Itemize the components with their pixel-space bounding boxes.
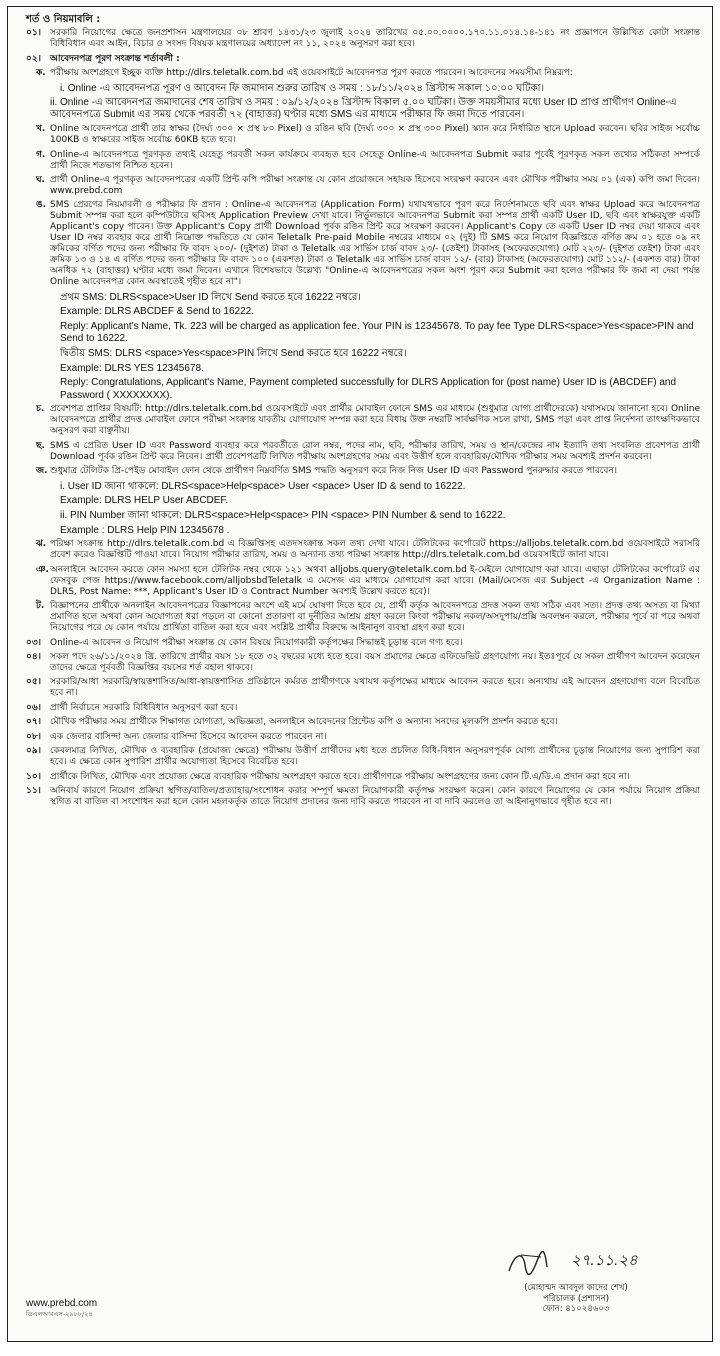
- sms-instruction-line: Example: DLRS ABCDEF & Send to 16222.: [60, 306, 254, 318]
- signatory-phone: ফোন: ৪১০২৪৬০৩: [542, 1304, 610, 1315]
- sub-item-text: Online আবেদনপত্রে প্রার্থী তার স্বাক্ষর (দৈর্ঘ্য ৩০০ × প্রস্থ ৮০ Pixel) ও রঙিন ছবি (দৈর্ঘ্য ৩০০ × প্রস্থ ৩০০ Pixel) স্ক্যান করে নির্ধারিত স্থানে Upload করবেন। ছবির সাইজ সর্বোচ্চ 100KB ও স্বাক্ষরের সাইজ সর্বোচ্চ 60KB হতে হবে।: [50, 124, 700, 146]
- sub-item-letter: খ.: [36, 124, 46, 135]
- application-start-time: i. Online -এ আবেদনপত্র পূরণ ও আবেদন ফি জমাদান শুরুর তারিখ ও সময় : ১৮/১১/২০২৪ খ্রিস্টাব্দ সকাল ১০:০০ ঘটিকা।: [60, 82, 545, 94]
- sms-instruction-line: প্রথম SMS: DLRS<space>User ID লিখে Send করতে হবে 16222 নম্বরে।: [60, 291, 361, 303]
- sub-item-text: SMS এ প্রেরিত User ID এবং Password ব্যবহার করে পরবর্তীতে রোল নম্বর, পদের নাম, ছবি, পরীক্ষার তারিখ, সময় ও স্থান/কেন্দ্রের নাম ইত্যাদি তথ্য সংবলিত প্রবেশপত্র প্রার্থী Download পূর্বক রঙিন প্রিন্ট করে নিবেন। প্রার্থী প্রবেশপত্রটি লিখিত পরীক্ষায় অংশগ্রহণের সময় এবং উত্তীর্ণ হলে ব্যবহারিক/মৌখিক পরীক্ষার সময় অবশ্যই প্রদর্শন করবেন।: [50, 440, 700, 462]
- sub-item: [26, 404, 700, 437]
- item-text: সকল পদে ২৬/১১/২০২৪ খ্রি. তারিখে প্রার্থীর বয়স ১৮ হতে ৩২ বছরের মধ্যে হতে হবে। বয়স প্রমাণের ক্ষেত্রে এফিডেভিট গ্রহণযোগ্য নয়। ইতঃপূর্বে যে সকল প্রার্থীগণ আবেদন করেছেন তাদের ক্ষেত্রে পূর্ববর্তী বিজ্ঞপ্তির বয়সের শর্ত বহাল থাকবে।: [50, 651, 700, 673]
- sub-item: [26, 601, 700, 634]
- notice-page: [7, 6, 713, 1342]
- sub-item-letter: ঙ.: [36, 200, 47, 211]
- sms-instruction-line: Example: DLRS YES 12345678.: [60, 362, 204, 374]
- item-text: আবেদনপত্র পূরণ সংক্রান্ত শর্তাবলী :: [50, 53, 180, 64]
- item-text: প্রার্থী নির্বাচনে সরকারি বিধিবিধান অনুসরণ করা হবে।: [50, 702, 238, 713]
- sub-item: [26, 150, 700, 172]
- item-text: সরকারি/আধা সরকারি/স্বায়ত্তশাসিত/আধা-স্বায়ত্তশাসিত প্রতিষ্ঠানে কর্মরত প্রার্থীগণকে যথাযথ কর্তৃপক্ষের মাধ্যমে আবেদন করতে হবে। অন্যথায় এই আবেদন গ্রহণযোগ্য বলে বিবেচিত হবে না।: [50, 677, 700, 699]
- item-text: প্রার্থীকে লিখিত, মৌখিক এবং প্রযোজ্য ক্ষেত্রে ব্যবহারিক পরীক্ষায় অংশগ্রহণ করতে হবে। প্রার্থীগণকে পরীক্ষায় অংশগ্রহণের জন্য কোন টি.এ/ডি.এ প্রদান করা হবে না।: [50, 771, 630, 782]
- sub-item-letter: চ.: [36, 404, 45, 415]
- sub-item-letter: ট.: [36, 601, 45, 612]
- sub-item-letter: জ.: [36, 466, 48, 477]
- sub-item-letter: ঘ.: [36, 175, 45, 185]
- sub-item-text: SMS প্রেরণের নিয়মাবলী ও পরীক্ষার ফি প্রদান : Online-এ আবেদনপত্র (Application Form) যথাযথভাবে পূরণ করে নির্দেশনামতে ছবি এবং স্বাক্ষর Upload করে আবেদনপত্র Submit সম্পন্ন করা হলে কম্পিউটারে ছবিসহ Application Preview দেখা যাবে। নির্ভুলভাবে আবেদনপত্র Submit করা সম্পন্ন প্রার্থী একটি User ID, ছবি এবং স্বাক্ষরযুক্ত একটি Applicant's copy পাবেন। উক্ত Applicant's Copy প্রার্থী Download পূর্বক রঙিন প্রিন্ট করে সংরক্ষণ করবেন। Applicant's Copy তে একটি User ID নম্বর দেয়া থাকবে এবং User ID নম্বর ব্যবহার করে প্রার্থী নিম্নোক্ত পদ্ধতিতে যে কোন Teletalk Pre-paid Mobile নম্বরের মাধ্যমে ০২ (দুই) টি SMS করে নিয়োগ বিজ্ঞপ্তিতে বর্ণিত ক্রম ০১ হতে ০৯ নং ক্রমিকের বর্ণিত পদের জন্য পরীক্ষার ফি বাবদ ২০০/- (দুইশত) টাকা ও Teletalk এর সার্ভিস চার্জ বাবদ ২৩/- (তেইশ) টাকাসহ (অফেরতযোগ্য) মোট ২২৩/- (দুইশত তেইশ) টাকা এবং ক্রমিক ১৩ ও ১৪ এ বর্ণিত পদের জন্য পরীক্ষার ফি বাবদ ১০০ (একশত) টাকা ও Teletalk এর সার্ভিস চার্জ বাবদ ১২/- (বার) টাকাসহ (অফেরতযোগ্য) মোট ১১২/- (একশত বার) টাকা অনধিক ৭২ (বাহাত্তর) ঘণ্টার মধ্যে জমা দিবেন। এখানে বিশেষভাবে উল্লেখ্য "Online-এ আবেদনপত্রের সকল অংশ পূরণ করে Submit করা হলেও পরীক্ষার ফি জমা না দেয়া পর্যন্ত Online আবেদনপত্র কোন অবস্থাতেই গৃহীত হবে না"।: [50, 200, 700, 288]
- terms-item: [26, 786, 700, 808]
- sub-item: [26, 124, 700, 146]
- sub-item-text: প্রবেশপত্র প্রাপ্তির বিষয়টি: http://dlrs.teletalk.com.bd ওয়েবসাইটে এবং প্রার্থীর মোবাইল ফোনে SMS এর মাধ্যমে (শুধুমাত্র যোগ্য প্রার্থীদেরকে) যথাসময়ে জানানো হবে। Online আবেদনপত্রে প্রার্থীর প্রদত্ত মোবাইল ফোনে পরীক্ষা সংক্রান্ত যাবতীয় যোগাযোগ সম্পন্ন করা হবে বিধায় উক্ত নম্বরটি সার্বক্ষণিক সচল রাখা, SMS পড়া এবং প্রাপ্ত নির্দেশনা তাৎক্ষণিকভাবে অনুসরণ করা বাঞ্ছনীয়।: [50, 404, 700, 437]
- item-text: সরকারি নিয়োগের ক্ষেত্রে জনপ্রশাসন মন্ত্রণালয়ের ০৮ শ্রাবণ ১৪৩১/২৩ জুলাই ২০২৪ তারিখের ০৫.০০.০০০০.১৭০.১১.০১৪.১৪-১৪১ নং প্রজ্ঞাপনে উল্লিখিত কোটা সংক্রান্ত বিধিবিধান এবং আইন, বিচার ও সংসদ বিষয়ক মন্ত্রণালয়ের অধ্যাদেশ নং ১১, ২০২৪ অনুসরণ করা হবে।: [50, 28, 700, 50]
- item-text: কেবলমাত্র লিখিত, মৌখিক ও ব্যবহারিক (প্রযোজ্য ক্ষেত্রে) পরীক্ষায় উত্তীর্ণ প্রার্থীদের মধ্য হতে প্রচলিত বিধি-বিধান অনুসরণপূর্বক যোগ্য প্রার্থীদের চূড়ান্ত নিয়োগের জন্য সুপারিশ করা হবে। এ ক্ষেত্রে কোন সুপারিশ প্রার্থীর অযোগ্যতা হিসেবে বিবেচিত হবে।: [50, 746, 700, 768]
- signatory-name: (মোহাম্মদ আবদুল কাদের শেখ): [524, 1283, 628, 1293]
- signature-block: [476, 1247, 676, 1315]
- sub-item-text: শুধুমাত্র টেলিটক প্রি-পেইড মোবাইল ফোন থেকে প্রার্থীগণ নিম্নবর্ণিত SMS পদ্ধতি অনুসরণ করে নিজ নিজ User ID এবং Password পুনরুদ্ধার করতে পারবেন।: [50, 466, 618, 477]
- sub-item: [26, 68, 700, 79]
- footer-website: www.prebd.com: [26, 1298, 98, 1309]
- sub-item-text: প্রার্থী Online-এ পূরণকৃত আবেদনপত্রের একটি প্রিন্ট কপি পরীক্ষা সংক্রান্ত যে কোন প্রয়োজনে সহায়ক হিসেবে সংরক্ষণ করবেন এবং মৌখিক পরীক্ষার সময় ০১ (এক) কপি জমা দিবেন। www.prebd.com: [50, 175, 700, 196]
- item-number: ০১।: [26, 28, 41, 39]
- sub-item-text: পরীক্ষায় অংশগ্রহণে ইচ্ছুক ব্যক্তি http://dlrs.teletalk.com.bd এই ওয়েবসাইটে আবেদনপত্র পূরণ করতে পারবেন। আবেদনের সময়সীমা নিম্নরূপ:: [50, 68, 573, 79]
- signatory-title: পরিচালক (প্রশাসন): [542, 1293, 610, 1304]
- signature-date: ২৭.১১.২৪: [571, 1252, 638, 1269]
- terms-item: [26, 703, 700, 714]
- sub-item-text: বিজ্ঞাপনের প্রার্থীকে অনলাইন আবেদনপত্রের বিজ্ঞাপনের অংশে এই মর্মে ঘোষণা দিতে হবে যে, প্রার্থী কর্তৃক আবেদনপত্রে প্রদত্ত সকল তথ্য সঠিক এবং সত্য। প্রদত্ত তথ্য অসত্য বা মিথ্যা প্রমাণিত হলে অথবা কোন অযোগ্যতা ধরা পড়লে বা কোনো প্রতারণা বা দুর্নীতির আশ্রয় গ্রহণ করলে কিংবা পরীক্ষায় নকল/অসদুপায়/প্রক্সি অবলম্বন করলে, পরীক্ষার পূর্বে বা পরে অথবা নিয়োগের পরে যে কোন পর্যায়ে প্রার্থিতা বাতিল করা হবে এবং সংশ্লিষ্ট প্রার্থীর বিরুদ্ধে আইনানুগ ব্যবস্থা গ্রহণ করা হবে।: [50, 601, 700, 634]
- sms-instruction-line: Reply: Applicant's Name, Tk. 223 will be charged as application fee. Your PIN is 12345678. To pay fee Type DLRS<space>Yes<space>PIN and Send to 16222.: [60, 321, 694, 345]
- recovery-instruction-line: Example: DLRS HELP User ABCDEF.: [60, 495, 229, 507]
- sub-item-letter: গ.: [36, 149, 46, 160]
- sub-item: [26, 466, 700, 477]
- sub-item-text: Online-এ আবেদনপত্রে পূরণকৃত তথ্যই যেহেতু পরবর্তী সকল কার্যক্রমে ব্যবহৃত হবে সেহেতু Online-এ আবেদনপত্র Submit করার পূর্বেই পূরণকৃত সকল তথ্যের সঠিকতা সম্পর্কে প্রার্থী নিজে শতভাগ নিশ্চিত হবেন।: [50, 149, 700, 171]
- sub-item-letter: ক.: [36, 68, 46, 79]
- item-text: অনিবার্য কারণে নিয়োগ প্রক্রিয়া স্থগিত/বাতিল/প্রত্যাহার/সংশোধন করার সম্পূর্ণ ক্ষমতা নিয়োগকারী কর্তৃপক্ষ সংরক্ষণ করেন। কোন কারণে নিয়োগের যে কোন পর্যায়ে নিয়োগ প্রক্রিয়া স্থগিত বা বাতিল বা সংশোধন করা হলে কোন মহলকর্তৃক তাতে নিয়োগ প্রদানের জন্য দাবি করতে পারবেন না বা দাবি করলেও তা আইনানুগভাবে গৃহীত হবে না।: [50, 786, 700, 808]
- sub-item: [26, 539, 700, 561]
- recovery-instruction-line: i. User ID জানা থাকলে: DLRS<space>Help<space> User <space> User ID & send to 16222.: [60, 480, 466, 492]
- handwritten-signature: [476, 1247, 676, 1281]
- terms-item: [26, 677, 700, 699]
- sub-item-text: অনলাইনে আবেদন করতে কোন সমস্যা হলে টেলিটক নম্বর থেকে ১২১ অথবা alljobs.query@teletalk.com.bd ই-মেইলে যোগাযোগ করা যাবে। এছাড়া টেলিটকের কর্পোরেট এর ফেসবুক পেজ https://www.facebook.com/alljobsbdTeletalk এ মেসেজ এর মাধ্যমে যোগাযোগ করা যাবে। (Mail/মেসেজ এর Subject -এ Organization Name : DLRS, Post Name: ***, Applicant's User ID ও Contract Number অবশ্যই উল্লেখ করতে হবে)।: [50, 564, 700, 597]
- terms-item: [26, 652, 700, 674]
- recovery-instruction-line: Example : DLRS Help PIN 12345678 .: [60, 524, 230, 536]
- item-number: ০৭।: [26, 717, 41, 728]
- sub-item: [26, 441, 700, 463]
- item-number: ০২।: [26, 53, 41, 64]
- sub-item-letter: ছ.: [36, 440, 45, 451]
- item-number: ১১।: [26, 786, 41, 797]
- item-number: ০৪।: [26, 651, 41, 662]
- terms-item: [26, 746, 700, 768]
- sub-item: [26, 200, 700, 288]
- item-number: ০৩।: [26, 637, 41, 648]
- sub-item-letter: ঞ.: [36, 564, 49, 575]
- terms-item: [26, 717, 700, 728]
- sub-item: [26, 175, 700, 197]
- item-number: ১০।: [26, 771, 41, 782]
- sms-instruction-line: Reply: Congratulations, Applicant's Name, Payment completed successfully for DLRS Application for (post name) User ID is (ABCDEF) and Password ( XXXXXXXX).: [60, 377, 677, 401]
- terms-item: [26, 772, 700, 783]
- item-number: ০৫।: [26, 677, 41, 688]
- item-text: Online-এ আবেদন ও নিয়োগ পরীক্ষা সংক্রান্ত যে কোন বিষয়ে নিয়োগকারী কর্তৃপক্ষের সিদ্ধান্তই চূড়ান্ত বলে গণ্য হবে।: [50, 637, 463, 648]
- item-text: এক জেলার বাসিন্দা অন্য জেলার বাসিন্দা হিসেবে আবেদন করতে পারবেন না।: [50, 731, 327, 742]
- terms-item: [26, 54, 700, 65]
- sms-instruction-line: দ্বিতীয় SMS: DLRS <space>Yes<space>PIN লিখে Send করতে হবে 16222 নম্বরে।: [60, 347, 407, 359]
- footer-code: ডিএলআরএস-২৯৮৮/২৪: [26, 1310, 93, 1318]
- terms-heading: শর্ত ও নিয়মাবলি :: [26, 14, 101, 25]
- terms-content: [26, 14, 700, 812]
- sub-item: [26, 565, 700, 598]
- sub-item-text: পরিক্ষা সংক্রান্ত http://dlrs.teletalk.com.bd এ বিজ্ঞপ্তিসহ এতদসংক্রান্ত সকল তথ্য দেখা যাবে। টেলিটকের কর্পোরেট https://alljobs.teletalk.com.bd ওয়েবসাইটে সরাসরি প্রবেশ করেও বিজ্ঞপ্তিটি পাওয়া যাবে। নিয়োগ পরীক্ষার তারিখ, সময় ও অন্যান্য তথ্য পরিক্ষা সংক্রান্ত http://dlrs.teletalk.com.bd ওয়েবসাইটে জানা যাবে।: [50, 539, 700, 561]
- application-end-time: ii. Online -এ আবেদনপত্র জমাদানের শেষ তারিখ ও সময় : ০৯/১২/২০২৪ খ্রিস্টাব্দ বিকাল ৫.০০ ঘটিকা। উক্ত সময়সীমার মধ্যে User ID প্রাপ্ত প্রার্থীগণ Online-এ আবেদনপত্রে Submit এর সময় থেকে পরবর্তী ৭২ (বাহাত্তর) ঘণ্টার মধ্যে SMS এর মাধ্যমে পরীক্ষার ফি জমা দিতে পারবেন।: [50, 97, 677, 121]
- terms-item: [26, 28, 700, 50]
- item-text: মৌখিক পরীক্ষার সময় প্রার্থীকে শিক্ষাগত যোগ্যতা, অভিজ্ঞতা, অনলাইনে আবেদনের প্রিন্টেড কপি ও অন্যান্য সনদের মূলকপি প্রদর্শন করতে হবে।: [50, 717, 558, 728]
- recovery-instruction-line: ii. PIN Number জানা থাকলে: DLRS<space>Help<space> PIN <space> PIN Number & send to 16222.: [60, 509, 506, 521]
- item-number: ০৬।: [26, 702, 41, 713]
- footer: [26, 1297, 97, 1318]
- sub-item-letter: ঝ.: [36, 539, 47, 550]
- item-number: ০৮।: [26, 731, 41, 742]
- terms-item: [26, 732, 700, 743]
- terms-item: [26, 638, 700, 649]
- item-number: ০৯।: [26, 746, 41, 757]
